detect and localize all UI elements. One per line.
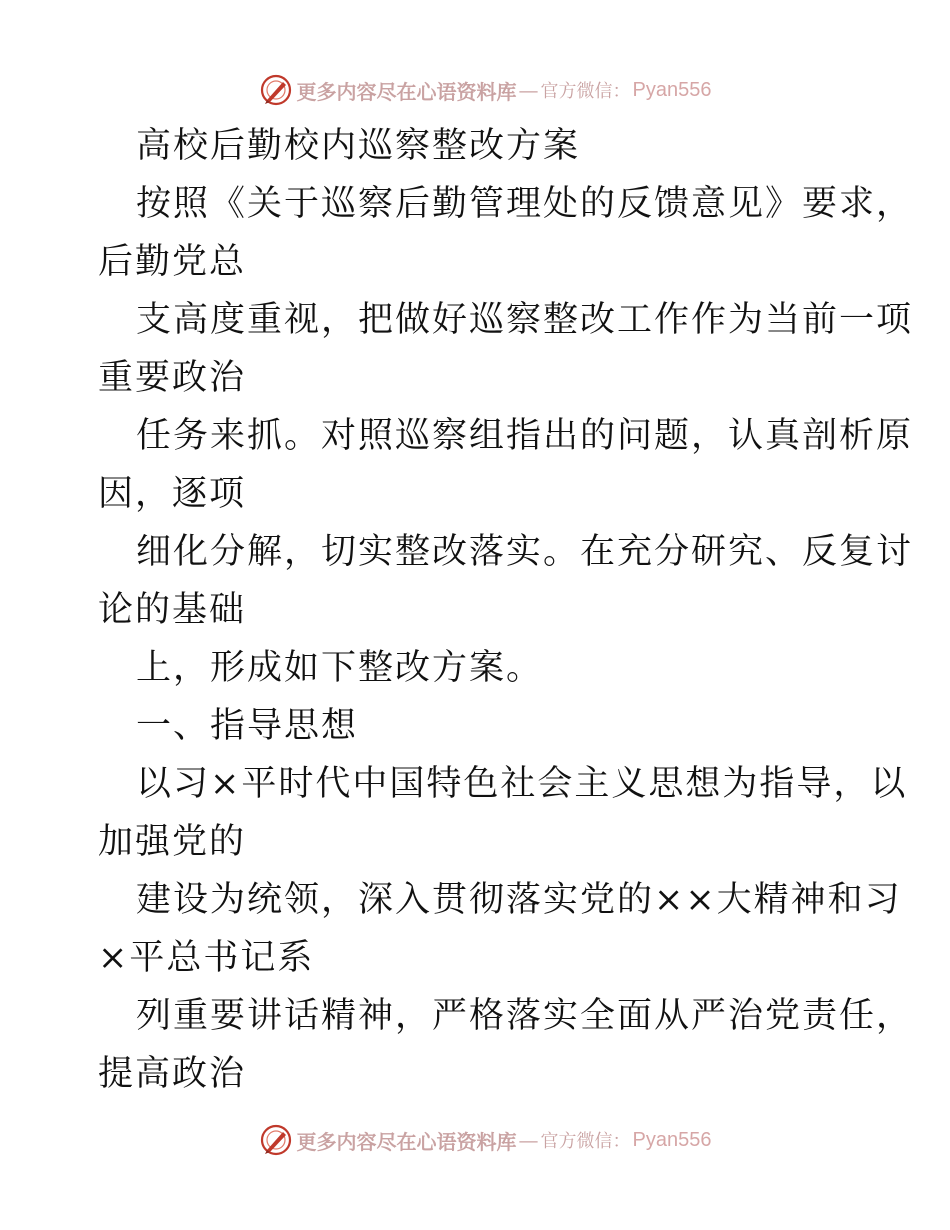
banner-wechat-label: 官方微信： bbox=[540, 1131, 631, 1152]
footer-banner bbox=[0, 1120, 950, 1160]
paragraph-line: 建设为统领，深入贯彻落实党的××大精神和习 bbox=[136, 880, 902, 920]
paragraph-line: 细化分解，切实整改落实。在充分研究、反复讨 bbox=[136, 532, 914, 572]
paragraph-line: 上，形成如下整改方案。 bbox=[136, 648, 544, 688]
logo-icon bbox=[259, 73, 293, 107]
paragraph-line: 任务来抓。对照巡察组指出的问题，认真剖析原 bbox=[136, 416, 914, 456]
paragraph-line: 因，逐项 bbox=[98, 474, 247, 514]
section-heading: 一、指导思想 bbox=[136, 706, 359, 746]
document-title: 高校后勤校内巡察整改方案 bbox=[136, 126, 581, 166]
footer-banner-content bbox=[259, 1123, 712, 1157]
banner-dash: — bbox=[518, 1128, 539, 1152]
header-banner-content bbox=[259, 73, 712, 107]
paragraph-line: ×平总书记系 bbox=[98, 938, 315, 978]
paragraph-line: 加强党的 bbox=[98, 822, 247, 862]
banner-main-text: 更多内容尽在心语资料库 bbox=[296, 1129, 517, 1154]
header-banner bbox=[0, 70, 950, 110]
paragraph-line: 按照《关于巡察后勤管理处的反馈意见》要求， bbox=[136, 184, 914, 224]
paragraph-line: 支高度重视，把做好巡察整改工作作为当前一项 bbox=[136, 300, 914, 340]
banner-wechat-id: Pyan556 bbox=[632, 1128, 712, 1151]
banner-dash: — bbox=[518, 78, 539, 102]
paragraph-line: 重要政治 bbox=[98, 358, 247, 398]
banner-wechat-label: 官方微信： bbox=[540, 81, 631, 102]
paragraph-line: 论的基础 bbox=[98, 590, 247, 630]
logo-icon bbox=[259, 1123, 293, 1157]
document-body bbox=[98, 117, 914, 1103]
paragraph-line: 提高政治 bbox=[98, 1054, 247, 1094]
paragraph-line: 以习×平时代中国特色社会主义思想为指导，以 bbox=[136, 764, 908, 804]
paragraph-line: 后勤党总 bbox=[98, 242, 247, 282]
banner-main-text: 更多内容尽在心语资料库 bbox=[296, 79, 517, 104]
paragraph-line: 列重要讲话精神，严格落实全面从严治党责任， bbox=[136, 996, 914, 1036]
banner-wechat-id: Pyan556 bbox=[632, 78, 712, 101]
